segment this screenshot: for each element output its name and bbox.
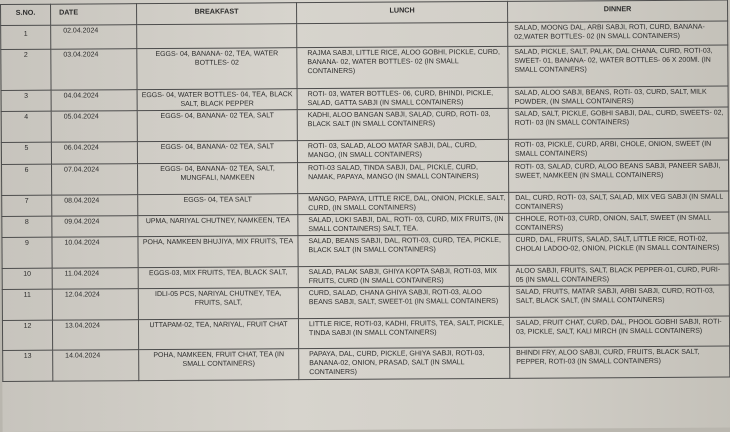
sno-cell: 8 bbox=[2, 216, 52, 237]
table-row bbox=[1, 107, 728, 142]
table-row bbox=[2, 160, 729, 195]
date-cell: 11.04.2024 bbox=[52, 268, 138, 290]
dinner-cell: ROTI- 03, SALAD, CURD, ALOO BEANS SABJI, PANEER SABJI, SWEET, NAMKEEN (IN SMALL CONTAINERS) bbox=[508, 160, 728, 192]
sno-cell: 12 bbox=[2, 320, 52, 350]
dinner-cell: CHHOLE, ROTI-03, CURD, ONION, SALT, SWEET (IN SMALL CONTAINERS) bbox=[509, 212, 729, 234]
dinner-cell: SALAD, FRUITS, MATAR SABJI, ARBI SABJI, CURD, ROTI-03, SALT, BLACK SALT, (IN SMALL CONTAINERS) bbox=[509, 285, 729, 317]
dinner-cell: SALAD, SALT, PICKLE, GOBHI SABJI, DAL, CURD, SWEETS- 02, ROTI- 03 (IN SMALL CONTAINERS) bbox=[508, 107, 728, 139]
date-cell: 02.04.2024 bbox=[51, 25, 137, 50]
dinner-cell: CURD, DAL, FRUITS, SALAD, SALT, LITTLE RICE, ROTI-02, CHOLAI LADOO-02, ONION, PICKLE (IN SMALL CONTAINERS) bbox=[509, 233, 729, 265]
sno-cell: 13 bbox=[3, 350, 53, 381]
lunch-cell: PAPAYA, DAL, CURD, PICKLE, GHIYA SABJI, ROTI-03, BANANA-02, ONION, PRASAD, SALT (IN SMALL CONTAINERS) bbox=[299, 347, 510, 379]
sno-cell: 1 bbox=[1, 25, 51, 49]
breakfast-cell: EGGS-03, MIX FRUITS, TEA, BLACK SALT, bbox=[138, 267, 298, 289]
lunch-cell: SALAD, PALAK SABJI, GHIYA KOPTA SABJI, ROTI-03, MIX FRUITS, CURD (IN SMALL CONTAINERS) bbox=[298, 265, 509, 287]
lunch-cell: RAJMA SABJI, LITTLE RICE, ALOO GOBHI, PICKLE, CURD, BANANA- 02, WATER BOTTLES- 02 (IN SMALL CONTAINERS) bbox=[297, 46, 508, 88]
sno-cell: 9 bbox=[2, 237, 52, 268]
breakfast-cell: EGGS- 04, TEA SALT bbox=[138, 194, 298, 216]
lunch-cell: SALAD, LOKI SABJI, DAL, ROTI- 03, CURD, MIX FRUITS, (IN SMALL CONTAINERS) SALT, TEA. bbox=[298, 213, 509, 235]
date-cell: 07.04.2024 bbox=[52, 164, 138, 196]
dinner-cell: ALOO SABJI, FRUITS, SALT, BLACK PEPPER-01, CURD, PURI-05 (IN SMALL CONTAINERS) bbox=[509, 264, 729, 286]
lunch-cell: KADHI, ALOO BANGAN SABJI, SALAD, CURD, ROTI- 03, BLACK SALT (IN SMALL CONTAINERS) bbox=[297, 108, 508, 140]
sno-cell: 2 bbox=[1, 49, 51, 90]
breakfast-cell: EGGS- 04, BANANA- 02, TEA, WATER BOTTLES- 02 bbox=[137, 48, 297, 90]
header-breakfast: BREAKFAST bbox=[137, 3, 297, 25]
breakfast-cell: EGGS- 04, WATER BOTTLES- 04, TEA, BLACK SALT, BLACK PEPPER bbox=[137, 89, 297, 111]
breakfast-cell: UPMA, NARIYAL CHUTNEY, NAMKEEN, TEA bbox=[138, 215, 298, 237]
dinner-cell: SALAD, ALOO SABJI, BEANS, ROTI- 03, CURD, SALT, MILK POWDER, (IN SMALL CONTAINERS) bbox=[508, 86, 728, 108]
date-cell: 06.04.2024 bbox=[51, 142, 137, 165]
breakfast-cell: UTTAPAM-02, TEA, NARIYAL, FRUIT CHAT bbox=[138, 319, 298, 350]
lunch-cell: SALAD, BEANS SABJI, DAL, ROTI-03, CURD, TEA, PICKLE, BLACK SALT (IN SMALL CONTAINERS) bbox=[298, 234, 509, 266]
header-dinner: DINNER bbox=[508, 0, 728, 22]
date-cell: 08.04.2024 bbox=[52, 195, 138, 217]
lunch-cell: ROTI- 03, WATER BOTTLES- 06, CURD, BHINDI, PICKLE, SALAD, GATTA SABJI (IN SMALL CONTAINERS) bbox=[297, 87, 508, 109]
header-sno: S.NO. bbox=[1, 4, 51, 25]
sno-cell: 3 bbox=[1, 90, 51, 111]
header-date: DATE bbox=[51, 4, 137, 26]
sno-cell: 5 bbox=[1, 142, 51, 164]
lunch-cell: MANGO, PAPAYA, LITTLE RICE, DAL, ONION, PICKLE, SALT, CURD, (IN SMALL CONTAINERS) bbox=[298, 192, 509, 214]
date-cell: 10.04.2024 bbox=[52, 237, 138, 269]
breakfast-cell: EGGS- 04, BANANA- 02 TEA, SALT, MUNGFALI, NAMKEEN bbox=[138, 163, 298, 195]
breakfast-cell: IDLI-05 PCS, NARIYAL CHUTNEY, TEA, FRUITS, SALT, bbox=[138, 288, 298, 320]
table-row bbox=[1, 45, 728, 90]
lunch-cell: ROTI- 03, SALAD, ALOO MATAR SABJI, DAL, CURD, MANGO, (IN SMALL CONTAINERS) bbox=[297, 139, 508, 162]
table-row bbox=[2, 285, 729, 320]
table-row bbox=[2, 233, 729, 268]
header-lunch: LUNCH bbox=[297, 1, 508, 23]
breakfast-cell: EGGS- 04, BANANA- 02 TEA, SALT bbox=[137, 110, 297, 142]
lunch-cell bbox=[297, 22, 508, 47]
breakfast-cell: EGGS- 04, BANANA- 02 TEA, SALT bbox=[137, 141, 297, 164]
date-cell: 14.04.2024 bbox=[53, 350, 139, 382]
lunch-cell: LITTLE RICE, ROTI-03, KADHI, FRUITS, TEA, SALT, PICKLE, TINDA SABJI (IN SMALL CONTAINERS) bbox=[298, 317, 509, 348]
sno-cell: 4 bbox=[1, 111, 51, 142]
dinner-cell: DAL, CURD, ROTI- 03, SALT, SALAD, MIX VEG SABJI (IN SMALL CONTAINERS) bbox=[509, 191, 729, 213]
breakfast-cell: POHA, NAMKEEN BHUJIYA, MIX FRUITS, TEA bbox=[138, 236, 298, 268]
date-cell: 13.04.2024 bbox=[52, 320, 138, 351]
lunch-cell: CURD, SALAD, CHANA GHIYA SABJI, ROTI-03, ALOO BEANS SABJI, SALT, SWEET-01 (IN SMALL CONTAINERS) bbox=[298, 286, 509, 318]
sno-cell: 11 bbox=[2, 289, 52, 320]
dinner-cell: SALAD, MOONG DAL, ARBI SABJI, ROTI, CURD, BANANA-02,WATER BOTTLES- 02 (IN SMALL CONTAINERS) bbox=[508, 21, 728, 46]
date-cell: 05.04.2024 bbox=[51, 111, 137, 143]
date-cell: 04.04.2024 bbox=[51, 90, 137, 112]
table-row bbox=[2, 316, 729, 350]
sno-cell: 10 bbox=[2, 268, 52, 289]
breakfast-cell: POHA, NAMKEEN, FRUIT CHAT, TEA (IN SMALL CONTAINERS) bbox=[139, 349, 299, 381]
dinner-cell: ROTI- 03, PICKLE, CURD, ARBI, CHOLE, ONION, SWEET (IN SMALL CONTAINERS) bbox=[508, 138, 728, 161]
dinner-cell: BHINDI FRY, ALOO SABJI, CURD, FRUITS, BLACK SALT, PEPPER, ROTI-03 (IN SMALL CONTAINERS) bbox=[510, 346, 730, 378]
dinner-cell: SALAD, FRUIT CHAT, CURD, DAL, PHOOL GOBHI SABJI, ROTI-03, PICKLE, SALT, KALI MIRCH (IN SMALL CONTAINERS) bbox=[509, 316, 729, 347]
date-cell: 09.04.2024 bbox=[52, 216, 138, 238]
table-row bbox=[3, 346, 730, 381]
sno-cell: 6 bbox=[2, 164, 52, 195]
dinner-cell: SALAD, PICKLE, SALT, PALAK, DAL CHANA, CURD, ROTI-03, SWEET- 01, BANANA- 02, WATER BOTTLES- 06 X 200Ml. (IN SMALL CONTAINERS) bbox=[508, 45, 728, 87]
lunch-cell: ROTI-03 SALAD, TINDA SABJI, DAL, PICKLE, CURD, NAMAK, PAPAYA, MANGO (IN SMALL CONTAINERS) bbox=[297, 161, 508, 193]
date-cell: 03.04.2024 bbox=[51, 49, 137, 91]
breakfast-cell bbox=[137, 24, 297, 49]
sno-cell: 7 bbox=[2, 195, 52, 216]
date-cell: 12.04.2024 bbox=[52, 289, 138, 321]
